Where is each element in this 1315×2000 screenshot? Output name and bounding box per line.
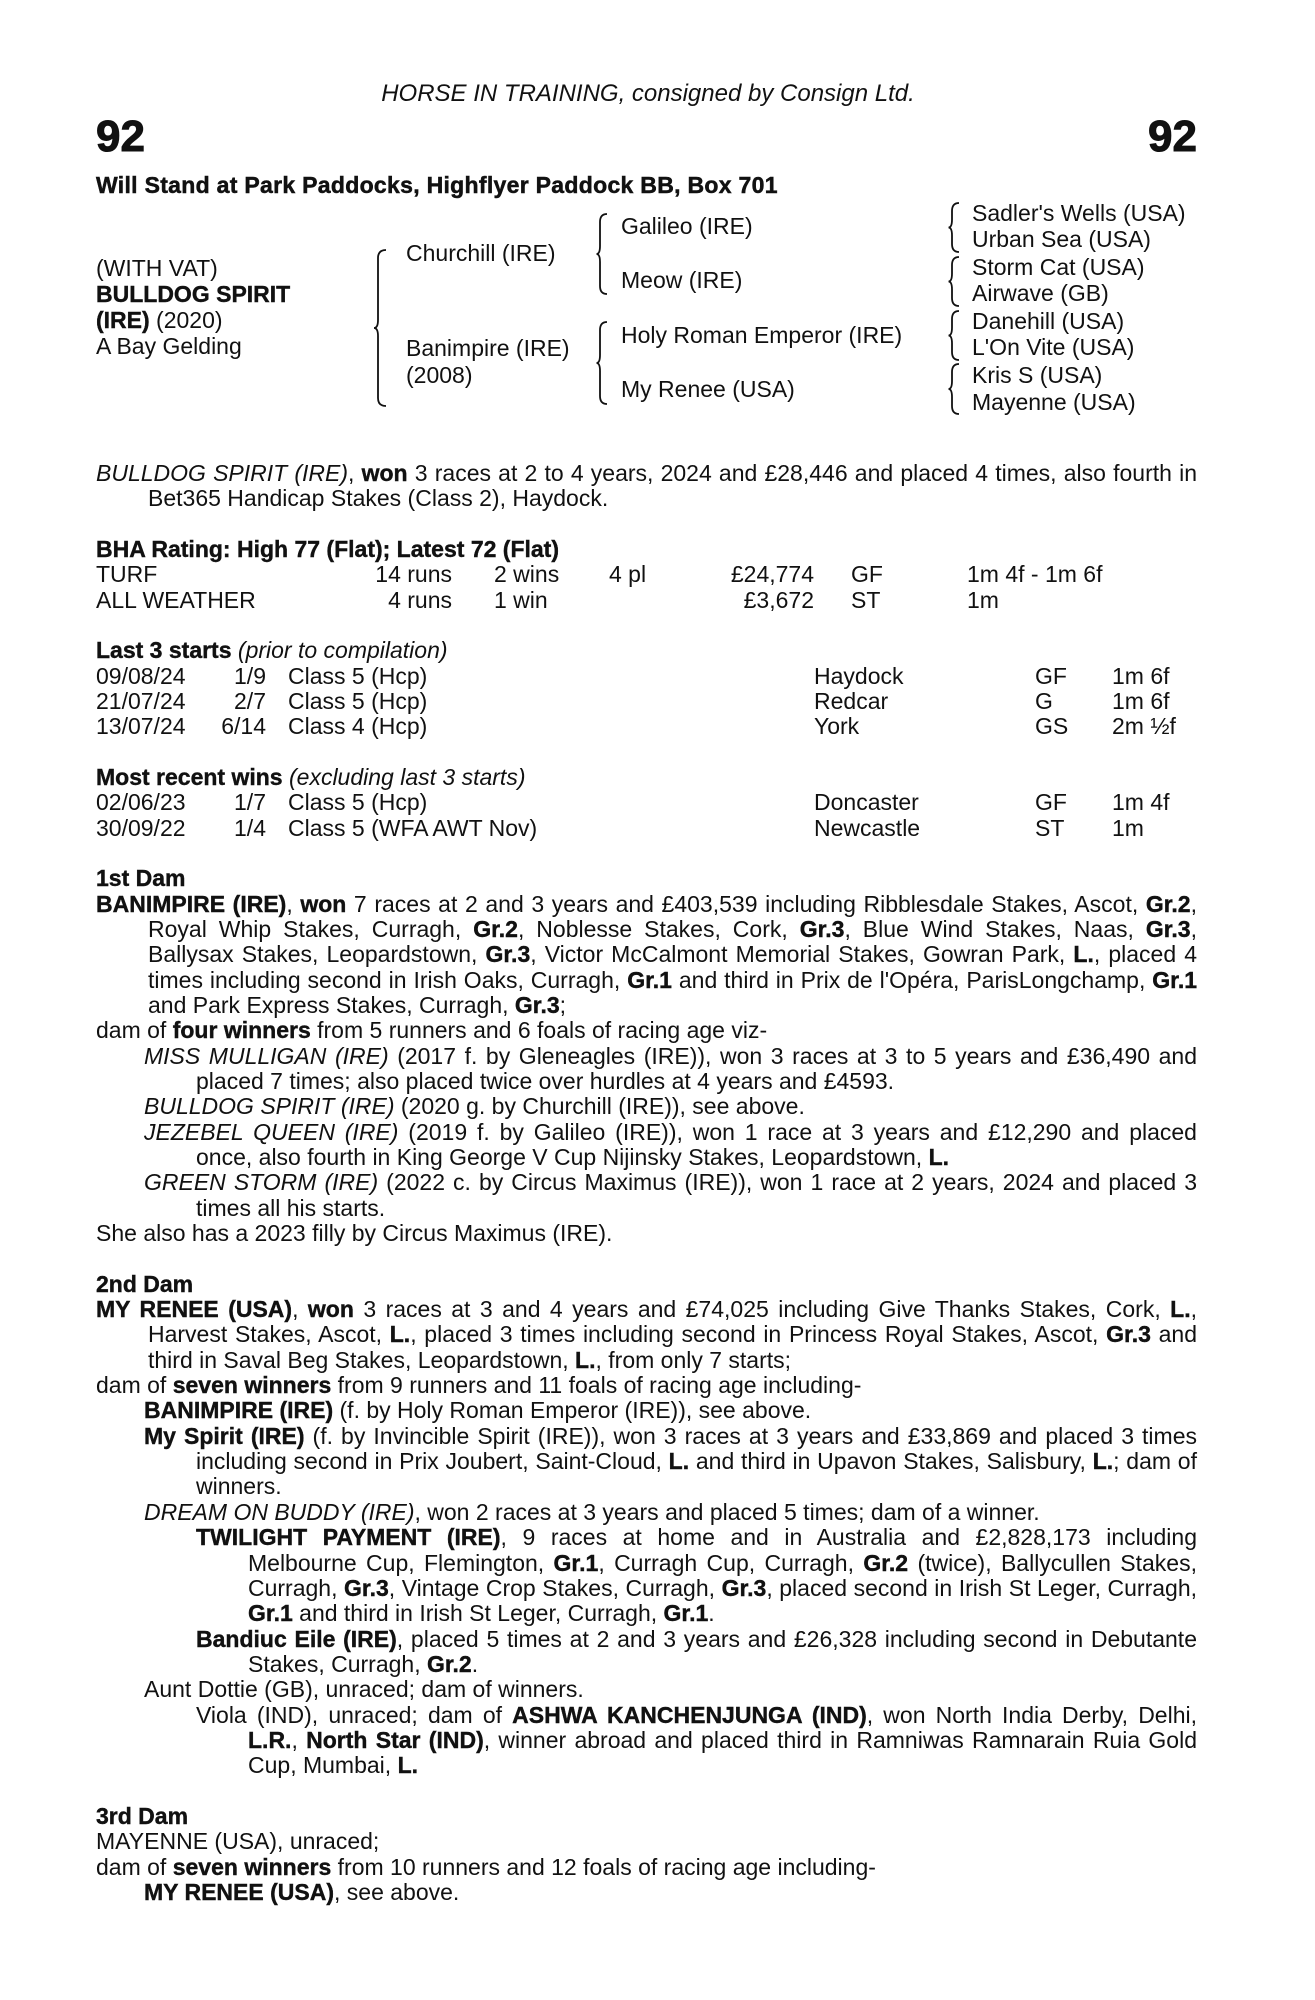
text-run: MAYENNE (USA), unraced; xyxy=(96,1828,380,1855)
pedigree-bracket xyxy=(949,364,960,414)
text-run: four winners xyxy=(172,1017,311,1044)
produce-record xyxy=(96,1424,1197,1500)
last-3-starts-row xyxy=(96,664,1197,689)
text-run: dam of xyxy=(96,1372,173,1399)
dam-section-heading: 2nd Dam xyxy=(96,1270,194,1297)
race-cell: 1/7 xyxy=(234,789,266,816)
text-run: , Curragh Cup, Curragh, xyxy=(598,1549,864,1576)
text-run: She also has a 2023 filly by Circus Maximus (IRE). xyxy=(96,1220,613,1247)
race-cell: GS xyxy=(1035,713,1069,740)
pedigree-bracket xyxy=(374,250,386,406)
text-run: Gr.1 xyxy=(553,1549,599,1576)
produce-record xyxy=(96,1880,1197,1905)
produce-record xyxy=(96,1500,1197,1525)
pedigree-bracket xyxy=(949,311,960,360)
text-run: , xyxy=(348,460,362,486)
produce-record xyxy=(96,1677,1197,1702)
spacer xyxy=(96,1779,1197,1804)
produce-record xyxy=(96,1018,1197,1043)
text-run: L. xyxy=(1092,1448,1114,1475)
stat-cell: £3,672 xyxy=(743,586,814,613)
produce-record xyxy=(96,1297,1197,1373)
text-run: North Star (IND) xyxy=(306,1726,484,1753)
lot-number-left: 92 xyxy=(96,112,145,161)
text-run: Gr.3 xyxy=(1106,1321,1151,1348)
lot-number-right: 92 xyxy=(1148,112,1197,161)
produce-record xyxy=(96,1525,1197,1626)
race-cell: GF xyxy=(1035,662,1067,689)
race-cell: Haydock xyxy=(814,662,904,689)
text-run: Gr.2 xyxy=(473,915,518,942)
text-run: ; dam of winners. xyxy=(196,1448,1197,1500)
recent-wins-heading xyxy=(96,765,1197,790)
text-run: L. xyxy=(1073,941,1094,968)
text-run: Gr.2 xyxy=(863,1549,909,1576)
produce-record xyxy=(96,1221,1197,1246)
race-cell: 1/4 xyxy=(234,814,266,841)
text-run: won xyxy=(307,1296,354,1323)
text-run: , xyxy=(291,1726,307,1753)
text-run: and Park Express Stakes, Curragh, xyxy=(148,991,515,1018)
race-cell: Class 5 (Hcp) xyxy=(288,789,428,816)
text-run: TWILIGHT PAYMENT (IRE) xyxy=(196,1524,501,1551)
great-grandparent: Mayenne (USA) xyxy=(972,389,1136,415)
great-grandparent: Urban Sea (USA) xyxy=(972,226,1151,252)
text-run: . xyxy=(471,1650,479,1677)
race-cell: 2/7 xyxy=(234,687,266,714)
surface-stats-row xyxy=(96,562,1197,587)
great-grandparent: L'On Vite (USA) xyxy=(972,334,1135,360)
text-run: , Blue Wind Stakes, Naas, xyxy=(844,915,1146,942)
text-run: L. xyxy=(668,1448,690,1475)
text-run: BULLDOG SPIRIT (IRE) xyxy=(96,460,349,486)
dam-section-heading: 3rd Dam xyxy=(96,1802,189,1829)
text-run: , 9 races at home and in Australia and £2,828,173 including Melbourne Cup, Flemington, xyxy=(248,1524,1197,1576)
text-run: dam of xyxy=(96,1017,173,1044)
produce-record xyxy=(96,1627,1197,1678)
last-3-starts-row xyxy=(96,689,1197,714)
text-run: and third in Irish St Leger, Curragh, xyxy=(292,1600,664,1627)
text-run: , Royal Whip Stakes, Curragh, xyxy=(148,890,1197,942)
text-run: seven winners xyxy=(172,1853,332,1880)
text-run: BANIMPIRE (IRE) xyxy=(96,890,287,917)
recent-wins-title: Most recent wins xyxy=(96,763,283,790)
race-cell: GF xyxy=(1035,789,1067,816)
dam-section-heading: 1st Dam xyxy=(96,865,186,892)
text-run: (2020 g. by Churchill (IRE)), see above. xyxy=(394,1093,805,1120)
race-cell: 1m 6f xyxy=(1112,662,1170,689)
text-run: L. xyxy=(389,1321,411,1348)
last-3-starts-title: Last 3 starts xyxy=(96,637,232,664)
text-run: , won North India Derby, Delhi, xyxy=(866,1701,1197,1728)
stat-cell: 2 wins xyxy=(494,561,560,588)
text-run: MY RENEE (USA) xyxy=(96,1296,293,1323)
stat-cell: TURF xyxy=(96,561,158,588)
last-3-starts-row xyxy=(96,714,1197,739)
text-run: , won 2 races at 3 years and placed 5 times; dam of a winner. xyxy=(414,1498,1040,1525)
great-grandparent: Kris S (USA) xyxy=(972,362,1103,388)
race-cell: 1m xyxy=(1112,814,1144,841)
text-run: , placed 5 times at 2 and 3 years and £26,328 including second in Debutante Stakes, Curragh, xyxy=(248,1625,1197,1677)
text-run: (twice), Ballycullen Stakes, Curragh, xyxy=(248,1549,1197,1601)
race-cell: 2m ½f xyxy=(1112,713,1176,740)
pedigree-bracket xyxy=(949,257,960,306)
text-run: ASHWA KANCHENJUNGA (IND) xyxy=(512,1701,867,1728)
text-run: , placed 4 times including second in Irish Oaks, Curragh, xyxy=(148,941,1197,993)
stat-cell: 14 runs xyxy=(375,561,452,588)
text-run: Gr.3 xyxy=(485,941,531,968)
race-cell: 02/06/23 xyxy=(96,789,186,816)
text-run: (f. by Invincible Spirit (IRE)), won 3 races at 3 years and £33,869 and placed 3 times including second in Prix Joubert, Saint-Cloud, xyxy=(196,1422,1197,1475)
great-grandparent: Danehill (USA) xyxy=(972,308,1125,334)
text-run: , xyxy=(292,1296,308,1323)
produce-record xyxy=(96,1855,1197,1880)
text-run: from 10 runners and 12 foals of racing age including- xyxy=(331,1853,876,1880)
text-run: Gr.3 xyxy=(721,1574,767,1601)
text-run: (2019 f. by Galileo (IRE)), won 1 race at 3 years and £12,290 and placed once, also fourth in King George V Cup Nijinsky Stakes, Leopardstown, xyxy=(196,1118,1197,1171)
grandparent: Meow (IRE) xyxy=(621,267,743,293)
text-run: , winner abroad and placed third in Ramniwas Ramnarain Ruia Gold Cup, Mumbai, xyxy=(248,1726,1197,1779)
text-run: Gr.3 xyxy=(1145,915,1191,942)
great-grandparent: Airwave (GB) xyxy=(972,280,1109,306)
produce-record xyxy=(96,1703,1197,1779)
produce-record xyxy=(96,1373,1197,1398)
spacer xyxy=(96,1246,1197,1271)
pedigree-brackets xyxy=(0,0,1315,460)
stat-cell: £24,774 xyxy=(730,561,814,588)
text-run: , Victor McCalmont Memorial Stakes, Gowran Park, xyxy=(530,941,1074,968)
race-cell: Newcastle xyxy=(814,814,921,841)
text-run: Gr.1 xyxy=(627,966,672,993)
text-run: from 9 runners and 11 foals of racing age including- xyxy=(331,1372,862,1399)
text-run: Gr.1 xyxy=(663,1600,709,1627)
summary-paragraph xyxy=(96,461,1197,512)
text-run: from 5 runners and 6 foals of racing age viz- xyxy=(310,1017,768,1044)
text-run: , from only 7 starts; xyxy=(595,1346,792,1373)
pedigree-bracket xyxy=(597,322,608,404)
race-cell: 13/07/24 xyxy=(96,713,186,740)
race-cell: York xyxy=(814,713,860,740)
text-run: won xyxy=(361,460,408,486)
pedigree-bracket xyxy=(597,214,608,294)
great-grandparent: Sadler's Wells (USA) xyxy=(972,200,1186,226)
text-run: , Harvest Stakes, Ascot, xyxy=(148,1296,1197,1348)
great-grandparent: Storm Cat (USA) xyxy=(972,254,1145,280)
race-cell: 1m 4f xyxy=(1112,789,1170,816)
text-run: , Vintage Crop Stakes, Curragh, xyxy=(388,1574,722,1601)
text-run: L.R. xyxy=(248,1726,292,1753)
text-run: dam of xyxy=(96,1853,173,1880)
surface-stats-row xyxy=(96,588,1197,613)
text-run: , placed second in Irish St Leger, Curragh, xyxy=(766,1574,1197,1601)
text-run: 3 races at 2 to 4 years, 2024 and £28,446 and placed 4 times, also fourth in Bet365 Handicap Stakes (Class 2), Haydock. xyxy=(148,460,1197,512)
produce-record xyxy=(96,1829,1197,1854)
produce-record xyxy=(96,892,1197,1019)
text-run: and third in Prix de l'Opéra, ParisLongchamp, xyxy=(671,966,1153,993)
text-run: 7 races at 2 and 3 years and £403,539 including Ribblesdale Stakes, Ascot, xyxy=(346,890,1146,917)
dam-year: (2008) xyxy=(406,362,473,388)
stat-cell: 1m xyxy=(967,586,999,613)
text-run: (2017 f. by Gleneagles (IRE)), won 3 races at 3 to 5 years and £36,490 and placed 7 times; also placed twice over hurdles at 4 years and £4593. xyxy=(196,1042,1197,1095)
spacer xyxy=(96,512,1197,537)
text-run: (2022 c. by Circus Maximus (IRE)), won 1 race at 2 years, 2024 and placed 3 times all his starts. xyxy=(196,1169,1197,1221)
produce-record xyxy=(96,1094,1197,1119)
spacer xyxy=(96,841,1197,866)
text-run: L. xyxy=(575,1346,596,1373)
text-run: Viola (IND), unraced; dam of xyxy=(196,1701,513,1728)
text-run: , Noblesse Stakes, Cork, xyxy=(517,915,800,942)
horse-country: (IRE) xyxy=(96,307,150,333)
stat-cell: ALL WEATHER xyxy=(96,586,256,613)
text-run: (f. by Holy Roman Emperor (IRE)), see above. xyxy=(333,1397,812,1424)
text-run: 3 races at 3 and 4 years and £74,025 including Give Thanks Stakes, Cork, xyxy=(353,1296,1171,1323)
text-run: Bandiuc Eile (IRE) xyxy=(196,1625,397,1652)
stat-cell: 4 pl xyxy=(609,561,647,588)
recent-wins-row xyxy=(96,816,1197,841)
catalogue-header: HORSE IN TRAINING, consigned by Consign Ltd. xyxy=(381,80,915,107)
race-cell: Redcar xyxy=(814,687,889,714)
race-cell: Doncaster xyxy=(814,789,919,816)
catalogue-body xyxy=(96,461,1197,1905)
text-run: Gr.1 xyxy=(248,1600,293,1627)
text-run: and third in Upavon Stakes, Salisbury, xyxy=(689,1448,1093,1475)
horse-year: (2020) xyxy=(149,307,223,333)
race-cell: Class 5 (Hcp) xyxy=(288,662,428,689)
text-run: GREEN STORM (IRE) xyxy=(144,1169,379,1196)
horse-name: BULLDOG SPIRIT xyxy=(96,281,291,307)
produce-record xyxy=(96,1120,1197,1171)
race-cell: 6/14 xyxy=(221,713,266,740)
grandparent: Galileo (IRE) xyxy=(621,213,753,239)
text-run: won xyxy=(300,890,347,917)
race-cell: 1m 6f xyxy=(1112,687,1170,714)
text-run: Gr.1 xyxy=(1152,966,1198,993)
bha-rating-heading: BHA Rating: High 77 (Flat); Latest 72 (Flat) xyxy=(96,536,559,563)
text-run: MISS MULLIGAN (IRE) xyxy=(144,1042,389,1069)
text-run: Aunt Dottie (GB), unraced; dam of winners. xyxy=(144,1676,584,1703)
last-3-starts-heading xyxy=(96,638,1197,663)
stat-cell: GF xyxy=(851,561,883,588)
recent-wins-note: (excluding last 3 starts) xyxy=(282,763,526,790)
recent-wins-row xyxy=(96,790,1197,815)
text-run: Gr.2 xyxy=(1145,890,1191,917)
text-run: Gr.2 xyxy=(426,1650,472,1677)
race-cell: 30/09/22 xyxy=(96,814,186,841)
pedigree-bracket xyxy=(949,203,960,252)
text-run: DREAM ON BUDDY (IRE) xyxy=(144,1498,415,1525)
race-cell: 09/08/24 xyxy=(96,662,186,689)
text-run: . xyxy=(708,1600,715,1627)
dam: Banimpire (IRE) xyxy=(406,335,570,361)
text-run: , see above. xyxy=(334,1878,460,1905)
text-run: MY RENEE (USA) xyxy=(144,1878,334,1905)
text-run: Gr.3 xyxy=(344,1574,389,1601)
text-run: seven winners xyxy=(172,1372,332,1399)
stat-cell: 1 win xyxy=(494,586,548,613)
spacer xyxy=(96,613,1197,638)
text-run: L. xyxy=(928,1144,950,1171)
text-run: , Ballysax Stakes, Leopardstown, xyxy=(148,915,1197,968)
sire: Churchill (IRE) xyxy=(406,240,556,266)
text-run: ; xyxy=(559,991,567,1018)
text-run: Gr.3 xyxy=(799,915,845,942)
produce-record xyxy=(96,1044,1197,1095)
race-cell: 21/07/24 xyxy=(96,687,186,714)
produce-record xyxy=(96,1170,1197,1221)
produce-record xyxy=(96,1398,1197,1423)
text-run: and third in Saval Beg Stakes, Leopardstown, xyxy=(148,1321,1197,1373)
race-cell: Class 4 (Hcp) xyxy=(288,713,428,740)
text-run: My Spirit (IRE) xyxy=(144,1422,305,1449)
spacer xyxy=(96,740,1197,765)
horse-description: A Bay Gelding xyxy=(96,333,242,359)
stabling-location: Will Stand at Park Paddocks, Highflyer Paddock BB, Box 701 xyxy=(96,172,778,198)
grandparent: Holy Roman Emperor (IRE) xyxy=(621,322,903,348)
race-cell: 1/9 xyxy=(234,662,266,689)
text-run: , xyxy=(286,890,301,917)
text-run: BULLDOG SPIRIT (IRE) xyxy=(144,1093,395,1120)
text-run: L. xyxy=(1170,1296,1191,1323)
stat-cell: 4 runs xyxy=(388,586,452,613)
last-3-starts-note: (prior to compilation) xyxy=(231,637,448,664)
race-cell: Class 5 (Hcp) xyxy=(288,687,428,714)
grandparent: My Renee (USA) xyxy=(621,376,795,402)
stat-cell: ST xyxy=(851,586,881,613)
race-cell: Class 5 (WFA AWT Nov) xyxy=(288,814,538,841)
text-run: BANIMPIRE (IRE) xyxy=(144,1397,334,1424)
race-cell: G xyxy=(1035,687,1053,714)
vat-status: (WITH VAT) xyxy=(96,255,218,281)
text-run: L. xyxy=(397,1752,419,1779)
stat-cell: 1m 4f - 1m 6f xyxy=(967,561,1103,588)
text-run: JEZEBEL QUEEN (IRE) xyxy=(144,1118,399,1145)
text-run: , placed 3 times including second in Princess Royal Stakes, Ascot, xyxy=(410,1321,1107,1348)
race-cell: ST xyxy=(1035,814,1065,841)
text-run: Gr.3 xyxy=(514,991,560,1018)
